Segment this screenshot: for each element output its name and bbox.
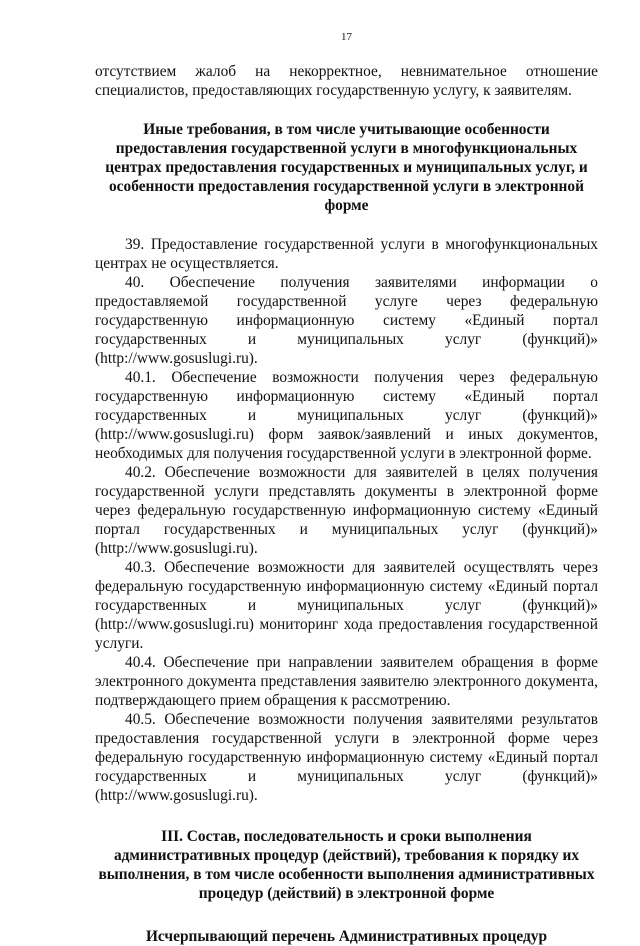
intro-paragraph: отсутствием жалоб на некорректное, невнимательное отношение специалистов, предоставляющих государственную услугу, к заявителям. <box>95 63 598 99</box>
list-item <box>95 235 598 273</box>
item-text: Обеспечение возможности для заявителей осуществлять через федеральную государственную информационную систему «Единый портал государственных и муниципальных услуг (функций)» (http://www.gosuslugi.ru) мониторинг хода предоставления государственной услуги. <box>95 559 598 652</box>
item-list <box>95 235 598 805</box>
item-text: Обеспечение возможности для заявителей в целях получения государственной услуги представлять документы в электронной форме через федеральную государственную информационную систему «Единый портал государственных и муниципальных услуг (функций)» (http://www.gosuslugi.ru). <box>95 464 598 557</box>
list-item <box>95 463 598 558</box>
list-item <box>95 368 598 463</box>
item-number: 40.2. <box>125 464 156 481</box>
item-text: Предоставление государственной услуги в многофункциональных центрах не осуществляется. <box>95 236 598 272</box>
list-item <box>95 558 598 653</box>
item-text: Обеспечение возможности получения через федеральную государственную информационную систему «Единый портал государственных и муниципальных услуг (функций)» (http://www.gosuslugi.ru) форм заявок/заявлений и иных документов, необходимых для получения государственной услуги в электронной форме. <box>95 369 598 462</box>
item-text: Обеспечение при направлении заявителем обращения в форме электронного документа представления заявителю электронного документа, подтверждающего прием обращения к рассмотрению. <box>95 654 598 709</box>
page-number: 17 <box>341 31 352 43</box>
item-number: 40.1. <box>125 369 156 386</box>
section-heading: Иные требования, в том числе учитывающие особенности предоставления государственной услуги в многофункциональных центрах предоставления государственных и муниципальных услуг, и особенности предоставления государственной услуги в электронной форме <box>105 121 588 214</box>
list-item <box>95 273 598 368</box>
item-number: 39. <box>125 236 145 253</box>
subheading: Исчерпывающий перечень Административных процедур <box>145 928 548 945</box>
item-text: Обеспечение получения заявителями информации о предоставляемой государственной услуге через федеральную государственную информационную систему «Единый портал государственных и муниципальных услуг (функций)» (http://www.gosuslugi.ru). <box>95 274 598 367</box>
item-number: 40. <box>125 274 145 291</box>
chapter-heading: III. Состав, последовательность и сроки выполнения административных процедур (действий), требования к порядку их выполнения, в том числе особенности выполнения административных процедур (действий) в электронной форме <box>98 828 595 902</box>
item-number: 40.5. <box>125 711 156 728</box>
item-number: 40.4. <box>125 654 156 671</box>
item-text: Обеспечение возможности получения заявителями результатов предоставления государственной услуги в электронной форме через федеральную государственную информационную систему «Единый портал государственных и муниципальных услуг (функций)» (http://www.gosuslugi.ru). <box>95 711 598 804</box>
list-item <box>95 653 598 710</box>
item-number: 40.3. <box>125 559 156 576</box>
list-item <box>95 710 598 805</box>
document-page <box>95 30 598 946</box>
